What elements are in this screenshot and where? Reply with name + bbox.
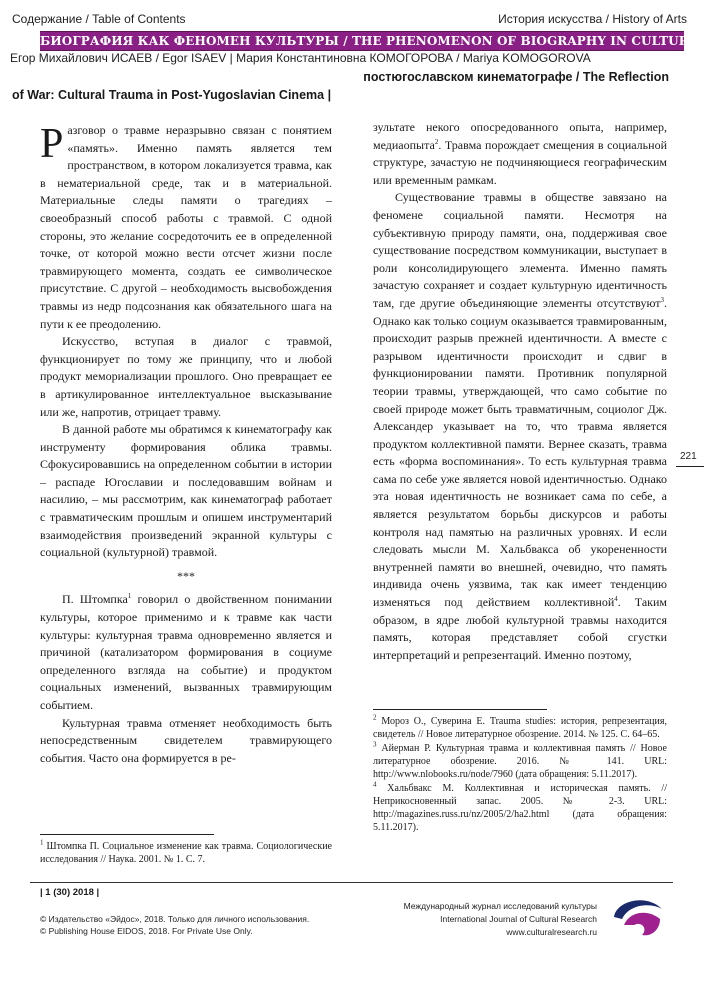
page-number: 221 (680, 451, 697, 462)
footnote-4 (373, 782, 667, 834)
paragraph-r1 (373, 119, 667, 189)
section-separator: *** (177, 568, 195, 583)
paragraph-4-author: П. Штомпка (62, 592, 128, 607)
left-column (40, 122, 332, 767)
title-faint-line (20, 67, 23, 75)
footnote-2 (373, 715, 667, 741)
article-authors: Егор Михайлович ИСАЕВ / Egor ISAEV | Мария Константиновна КОМОГОРОВА / Mariya KOMOGOROVA (10, 51, 591, 65)
paragraph-1 (40, 122, 332, 333)
drop-cap: Р (40, 121, 64, 167)
paragraph-5: Культурная травма отменяет необходимость быть непосредственным свидетелем травмирующего события. Часто она формируется в ре- (40, 715, 332, 765)
paragraph-r2 (373, 189, 667, 664)
footnotes-left (40, 840, 332, 867)
breadcrumb-contents[interactable]: Содержание / Table of Contents (12, 12, 186, 26)
paragraph-1-text: азговор о травме неразрывно связан с понятием «память». Именно память является тем пространством, в котором локализуется травма, как в нематериальной среде, так и в материальной. Материальные следы памяти о трагедиях – своеобразный способ работы с травмой. С одной стороны, это желание сосредоточить ее в определенной точке, от которой можно вести отсчет жизни после травмирующего момента, создать ее символическое присутствие. С другой – необходимость высвобождения травмы из недр подсознания как обязательного шага на пути к ее преодолению. (40, 123, 332, 331)
footer-journal (404, 900, 597, 939)
section-label: История искусства / History of Arts (498, 12, 687, 26)
paragraph-4 (40, 591, 332, 714)
journal-name-en: International Journal of Cultural Research (440, 914, 597, 924)
footnote-ref-2[interactable]: 2 (434, 137, 439, 146)
footnote-rule-left (40, 834, 214, 835)
footnote-3-num: 3 (373, 740, 377, 749)
footnote-rule-right (373, 709, 547, 710)
paragraph-r1-text-b: . Травма порождает смещения в социальной структуре, зачастую не подчиняющиеся географическим или временным рамкам. (373, 137, 667, 187)
footnote-3 (373, 742, 667, 781)
footnote-4-text: Хальбвакс М. Коллективная и историческая память. // Неприкосновенный запас. 2005. № 2-3. URL: http://magazines.russ.ru/nz/2005/2/ha2.html (дата обращения: 5.11.2017). (373, 783, 667, 833)
paragraph-4-text: говорил о двойственном понимании культуры, которое применимо и к травме как части культуры: культурная травма одновременно является и причиной (катализатором формирования в социуме определенного взгляда на событие) и продуктом социальных изменений, вызванных травмирующим событием. (40, 592, 332, 712)
journal-name-ru: Международный журнал исследований культуры (403, 901, 597, 911)
paragraph-3: В данной работе мы обратимся к кинематографу как инструменту формирования облика травмы. Сфокусировавшись на определенном событии в истории – распаде Югославии и последовавшим войнам и насилию, – мы рассмотрим, как кинематограф работает с травматическим прошлым и опишем инструментарий взаимодействия произведений экранной культуры с социальной (культурной) травмой. (40, 422, 332, 560)
article-title (0, 67, 709, 105)
footnote-2-text: Мороз О., Суверина Е. Trauma studies: история, репрезентация, свидетель // Новое литературное обозрение. 2014. № 125. С. 64–65. (373, 716, 667, 740)
paragraph-2: Искусство, вступая в диалог с травмой, функционирует по тому же принципу, что и любой продукт мемориализации прошлого. Оно превращает ее в артикулированное интеллектуальное высказывание или же, напротив, отрицает травму. (40, 334, 332, 419)
copyright-en: © Publishing House EIDOS, 2018. For Private Use Only. (40, 926, 253, 936)
section-banner: БИОГРАФИЯ КАК ФЕНОМЕН КУЛЬТУРЫ / THE PHENOMENON OF BIOGRAPHY IN CULTURE (40, 31, 684, 51)
footer-rule (30, 882, 673, 883)
footnote-ref-1[interactable]: 1 (127, 592, 132, 601)
journal-url[interactable]: www.culturalresearch.ru (506, 927, 597, 937)
title-line-1: постюгославском кинематографе / The Reflection (363, 70, 669, 84)
footnote-ref-3[interactable]: 3 (660, 295, 664, 304)
footnote-3-text: Айерман Р. Культурная травма и коллективная память // Новое литературное обозрение. 2016. № 141. URL: http://www.nlobooks.ru/node/7960 (дата обращения: 5.11.2017). (373, 743, 667, 780)
footnote-1 (40, 840, 332, 866)
right-column (373, 119, 667, 664)
paragraph-r2-text-c: . Таким образом, в ядре любой культурной травмы находится память, которая представляет собой сгустки интерпретаций и репрезентаций. Именно поэтому, (373, 595, 667, 662)
paragraph-r2-text-b: . Однако как только социум оказывается травмированным, происходит разрыв прежней идентичности. А вместе с разрывом идентичности происходит и сдвиг в функционировании памяти. Противник популярной теории травмы, утверждающей, что само событие по своей природе может быть травматичным, социолог Дж. Александер указывает на то, что травма является продуктом коллективной памяти. Вернее сказать, травма есть «форма воспоминания». То есть культурная травма сама по себе уже является новой идентичностью. Однако эта новая идентичность не возникает сама по себе, а является результатом борьбы дискурсов и работы контроля над памятью на различных уровнях. И если следовать мысли М. Хальбвакса об укорененности внутренней памяти во внешней, очевидно, что память индивида очень уязвима, так как имеет тенденцию изменяться под действием коллективной (373, 295, 667, 610)
page-number-rule (676, 466, 704, 467)
footnote-2-num: 2 (373, 713, 377, 722)
journal-logo-icon (612, 895, 664, 937)
copyright-ru: © Издательство «Эйдос», 2018. Только для личного использования. (40, 914, 310, 924)
footer-copyright (40, 913, 309, 937)
logo-magenta-shape (624, 913, 660, 936)
footnote-1-text: Штомпка П. Социальное изменение как травма. Социологические исследования // Наука. 2001. № 1. С. 7. (40, 841, 332, 865)
title-line-2: of War: Cultural Trauma in Post-Yugoslavian Cinema | (12, 88, 332, 102)
issue-number: | 1 (30) 2018 | (40, 887, 100, 898)
footnote-4-num: 4 (373, 780, 377, 789)
footnote-1-num: 1 (40, 838, 44, 847)
footnotes-right (373, 715, 667, 835)
paragraph-r1-text: зультате некого опосредованного опыта, например, медиаопыта (373, 120, 667, 152)
footnote-ref-4[interactable]: 4 (614, 595, 618, 604)
paragraph-r2-text: Существование травмы в обществе завязано на феномене социальной памяти. Несмотря на субъективную природу памяти, она, поддерживая свое существование посредством коммуникации, выступает в роли консолидирующего элемента. Именно память зачастую сохраняет и создает культурную идентичность там, где другие объединяющие элементы отсутствуют (373, 190, 667, 310)
